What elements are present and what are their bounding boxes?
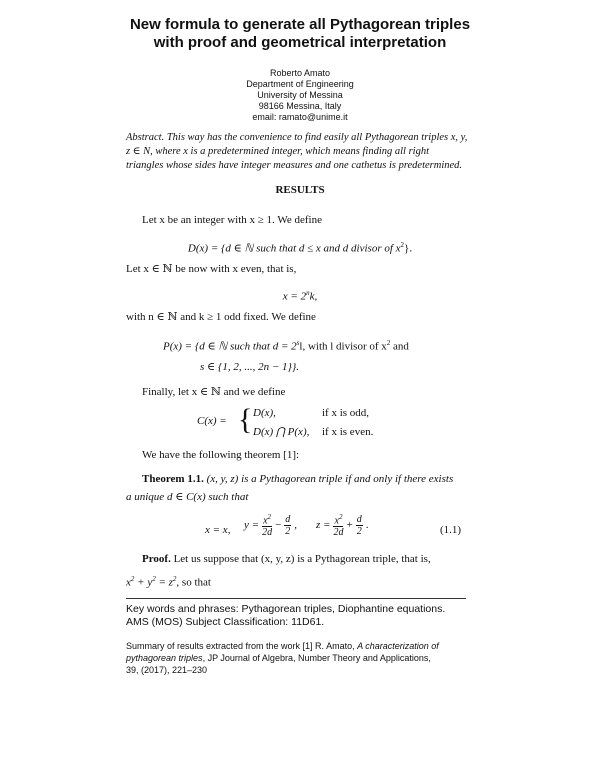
summary-italic2: pythagorean triples xyxy=(126,653,203,663)
set-P-mid: l, with l divisor of x xyxy=(299,340,387,353)
equation-y-frac2-den: 2 xyxy=(285,525,291,537)
x-power-text: x = 2 xyxy=(282,290,307,303)
author-address: 98166 Messina, Italy xyxy=(258,101,342,111)
author-department: Department of Engineering xyxy=(246,79,354,89)
results-heading: RESULTS xyxy=(275,184,325,196)
case2-condition: if x is even. xyxy=(322,426,374,438)
equation-z-frac2-num: d xyxy=(356,513,362,525)
body-line-x-even: Let x ∈ ℕ be now with x even, that is, xyxy=(126,263,297,275)
summary-text2: , JP Journal of Algebra, Number Theory and Applications, xyxy=(202,653,431,663)
summary-line3: 39, (2017), 221–230 xyxy=(126,665,208,675)
x-power-formula: $x = 2^nk$, xyxy=(282,289,318,303)
abstract-line3: triangles whose sides have integer measures and one cathetus is predetermined. xyxy=(126,160,463,171)
summary-italic1: A characterization of xyxy=(357,641,439,651)
proof-line1 xyxy=(142,552,431,566)
equation-z-frac2 xyxy=(356,514,363,537)
body-line-finally: Finally, let x ∈ ℕ and we define xyxy=(142,386,286,398)
case2-expression: D(x) ⋂ P(x), xyxy=(253,426,310,438)
equation-z-frac1-num: x xyxy=(334,515,339,527)
paper-title-line1: New formula to generate all Pythagorean triples xyxy=(129,16,471,33)
body-line-n-k: with n ∈ ℕ and k ≥ 1 odd fixed. We define xyxy=(126,311,316,323)
equation-z-frac2-den: 2 xyxy=(356,525,362,537)
theorem-text1: (x, y, z) is a Pythagorean triple if and only if there exists xyxy=(206,473,454,485)
body-line-define-x: Let x be an integer with x ≥ 1. We define xyxy=(142,214,322,226)
equation-y-frac1: $\frac{x^2}{2d}$ xyxy=(262,513,273,539)
equation-x: x = x, xyxy=(205,524,231,536)
author-university: University of Messina xyxy=(257,90,343,100)
author-name: Roberto Amato xyxy=(269,68,331,78)
equation-z-frac1-den: 2d xyxy=(333,527,344,539)
set-D-close: }. xyxy=(404,242,413,255)
piecewise-brace: { xyxy=(238,403,253,436)
equation-y-frac2 xyxy=(284,514,291,537)
summary-text1: Summary of results extracted from the work [1] R. Amato, xyxy=(126,641,358,651)
proof-y: + y xyxy=(134,576,153,589)
abstract-line1: Abstract. This way has the convenience to find easily all Pythagorean triples x, y, xyxy=(126,132,468,143)
summary-line2 xyxy=(126,653,431,664)
equation-y-frac1-num: x xyxy=(263,515,268,527)
author-email: email: ramato@unime.it xyxy=(252,112,348,122)
equation-y-frac1-den: 2d xyxy=(262,527,273,539)
case1-condition: if x is odd, xyxy=(322,407,370,419)
set-D-definition: D(x) = {d ∈ ℕ such that d ≤ x and d divisor of $x^2$}. xyxy=(187,241,413,255)
theorem-line1 xyxy=(142,472,453,486)
equation-y: y = $\frac{x^2}{2d}$ − $\frac{d}{2}$ , xyxy=(244,513,298,539)
equation-z-frac1: $\frac{x^2}{2d}$ xyxy=(333,513,344,539)
case1-expression: D(x), xyxy=(253,407,276,419)
equation-y-frac2-num: d xyxy=(285,513,291,525)
footnote-rule xyxy=(126,598,466,599)
abstract-line2: z ∈ N, where x is a predetermined integer, which means finding all right xyxy=(126,146,430,157)
set-D-text: D(x) = {d ∈ ℕ such that d ≤ x and d divisor of x xyxy=(187,242,401,255)
footnote-ams: AMS (MOS) Subject Classification: 11D61. xyxy=(126,616,325,628)
proof-text1: Let us suppose that (x, y, z) is a Pythagorean triple, that is, xyxy=(173,553,431,565)
proof-line2: $x^2 + y^2 = z^2$, so that xyxy=(126,575,211,589)
summary-line1 xyxy=(126,641,439,652)
set-s-range: s ∈ {1, 2, ..., 2n − 1}}. xyxy=(200,361,300,373)
footnote-keywords: Key words and phrases: Pythagorean triples, Diophantine equations. xyxy=(126,603,446,615)
set-P-end: and xyxy=(390,340,409,353)
theorem-label: Theorem 1.1. xyxy=(142,473,204,485)
body-line-theorem-intro: We have the following theorem [1]: xyxy=(142,449,300,461)
equation-number: (1.1) xyxy=(440,524,462,536)
set-C-label: C(x) = xyxy=(197,415,227,427)
paper-title-line2: with proof and geometrical interpretation xyxy=(153,34,447,51)
set-P-text: P(x) = {d ∈ ℕ such that d = 2 xyxy=(163,340,297,353)
proof-x: x xyxy=(126,576,131,589)
proof-label: Proof. xyxy=(142,553,171,565)
set-P-definition: P(x) = {d ∈ ℕ such that $d = 2^sl$, with l divisor of $x^2$ and xyxy=(163,339,409,353)
equation-z-label: z = xyxy=(316,519,331,532)
equation-z: z = $\frac{x^2}{2d}$ + $\frac{d}{2}$ . xyxy=(316,513,369,539)
theorem-line2: a unique d ∈ C(x) such that xyxy=(126,491,249,503)
proof-z: = z xyxy=(155,576,173,589)
equation-y-label: y = xyxy=(244,519,260,532)
proof-end: , so that xyxy=(176,576,211,589)
x-power-end: k, xyxy=(309,290,318,303)
